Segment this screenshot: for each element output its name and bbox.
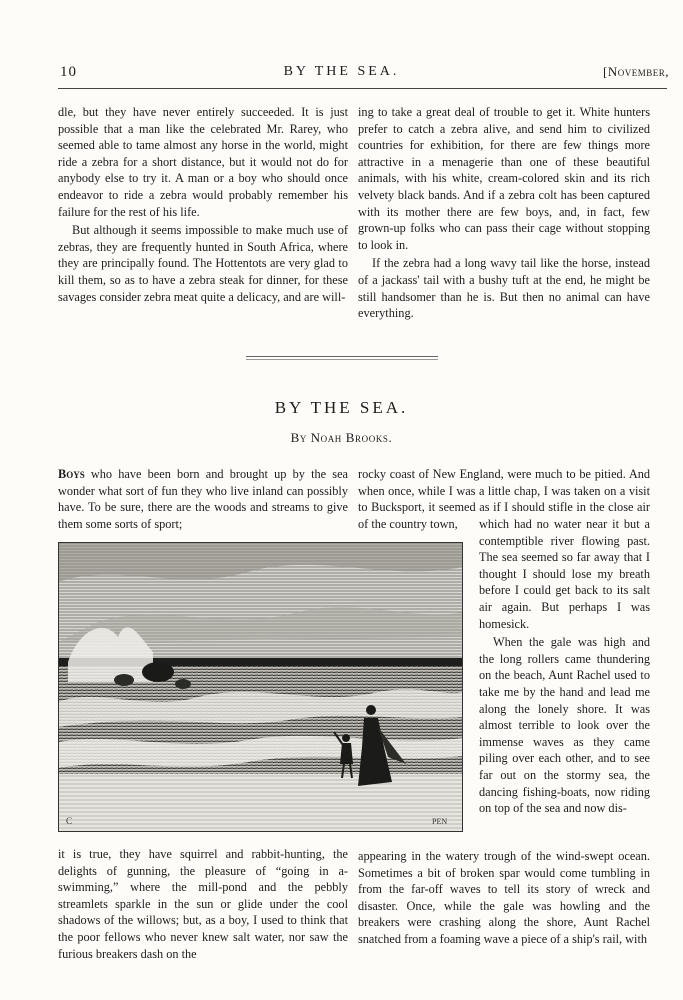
- byline-prefix: By: [290, 430, 307, 445]
- paragraph: ing to take a great deal of trouble to get it. White hunters prefer to catch a zebra alive, and send him to civilized countries for exhibition, for there are few things more attractive in a menagerie than one of these beautiful animals, with his white, cream-colored skin and its rich velvety black bands. And if a zebra colt has been captured with its mother there are few boys, and, in fact, few grown-up folks who can pass their cage without stopping to look in.: [358, 105, 650, 252]
- drop-lead-word: Boys: [58, 467, 85, 481]
- artist-signature: PEN: [432, 817, 448, 826]
- article-left-column-top: [58, 466, 348, 532]
- paragraph: appearing in the watery trough of the wind-swept ocean. Sometimes a bit of broken spar would come tumbling in from the far-off waves to tell its story of wreck and disaster. Once, while the gale was howling and the breakers were crashing along the shore, Aunt Rachel snatched from a foaming wave a piece of a ship's rail, with: [358, 849, 650, 946]
- article-left-column-bottom: [58, 846, 348, 962]
- article-right-column-bottom: [358, 848, 650, 948]
- paragraph: it is true, they have squirrel and rabbit-hunting, the delights of gunning, the pleasure of “going in a-swimming,” where the mill-pond and the pebbly streamlets sparkle in the sun or glide under the cool shadows of the willows; but, as a boy, I used to think that the poor fellows who never knew salt water, nor saw the furious breakers dash on the: [58, 847, 348, 961]
- article-title: BY THE SEA.: [274, 398, 409, 417]
- article-right-column-narrow: [479, 516, 650, 817]
- prev-article-left-column: [58, 104, 348, 305]
- paragraph: If the zebra had a long wavy tail like the horse, instead of a jackass' tail with a bushy tuft at the end, he might be still handsomer than he is. But then no animal can have everything.: [358, 256, 650, 321]
- running-title: BY THE SEA.: [283, 64, 400, 79]
- article-byline: [0, 430, 683, 446]
- issue-month-text: [November,: [603, 64, 669, 79]
- section-divider: [246, 356, 438, 357]
- paragraph: But although it seems impossible to make much use of zebras, they are frequently hunted in South Africa, where they are principally found. The Hottentots are very glad to kill them, so as to have a zebra steak for dinner, for these savages consider zebra meat quite a delicacy, and are will-: [58, 223, 348, 304]
- paragraph: When the gale was high and the long rollers came thundering on the beach, Aunt Rachel used to take me by the hand and lead me along the lonely shore. It was almost terrible to look over the immense waves as they came piling over each other, and to see far out on the stormy sea, the dancing fishing-boats, now riding on top of the sea and now dis-: [479, 635, 650, 816]
- author-name: Noah Brooks.: [310, 430, 393, 445]
- issue-month: [603, 64, 669, 80]
- paragraph: which had no water near it but a contemptible river flowing past. The sea seemed so far away that I thought I should lose my breath before I could get back to its salt air again. But perhaps I was homesick.: [479, 517, 650, 631]
- paragraph: rocky coast of New England, were much to be pitied. And when once, while I was a little chap, I was taken on a visit to Bucksport, it seemed as if I should stifle in the close air of the country town,: [358, 467, 650, 531]
- seashore-illustration: [58, 542, 463, 832]
- engraving-waves-and-figures: [58, 542, 463, 832]
- header-rule: [58, 88, 667, 89]
- paragraph-text: who have been born and brought up by the sea wonder what sort of fun they who live inland can possibly have. To be sure, there are the woods and streams to give them some sorts of sport;: [58, 467, 348, 531]
- page-number: 10: [60, 64, 77, 80]
- paragraph: dle, but they have never entirely succeeded. It is just possible that a man like the celebrated Mr. Rarey, who seemed able to tame almost any horse in the world, might ride a zebra for a short distance, but it would not do for anybody else to try it. A man or a boy who should once endeavor to ride a zebra would probably remember his failure for the rest of his life.: [58, 105, 348, 219]
- prev-article-right-column: [358, 104, 650, 322]
- paragraph: [58, 466, 348, 532]
- artist-mark-left: C: [66, 816, 73, 826]
- section-divider-secondary: [246, 359, 438, 360]
